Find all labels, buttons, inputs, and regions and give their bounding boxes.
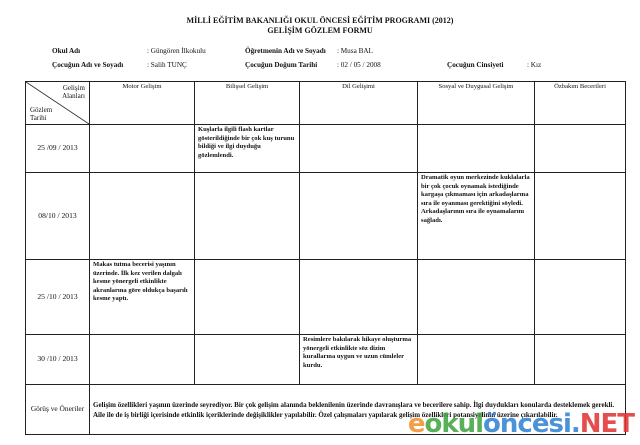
table-row — [26, 260, 626, 335]
observation-date: 30 /10 / 2013 — [26, 335, 90, 385]
note-motor — [90, 335, 195, 385]
note-bilissel — [195, 335, 300, 385]
child-label: Çocuğun Adı ve Soyadı — [52, 61, 124, 69]
col-header-sosyal: Sosyal ve Duygusal Gelişim — [418, 82, 535, 125]
note-motor: Makas tutma becerisi yaşının üzerinde. İlk kez verilen dalgalı kesme yönergeli etkinlikte akranlarına göre oldukça başarılı kesme yaptı. — [90, 260, 195, 335]
table-row — [26, 173, 626, 260]
observation-date: 25 /09 / 2013 — [26, 125, 90, 173]
col-header-bilissel: Bilişsel Gelişim — [195, 82, 300, 125]
col-header-dil: Dil Gelişimi — [300, 82, 418, 125]
child-value: : Salih TUNÇ — [147, 61, 187, 69]
gender-value: : Kız — [527, 61, 542, 69]
corner-top-label: Gelişim Alanları — [62, 84, 85, 100]
note-bilissel: Kuşlarla ilgili flash kartlar gösterildiğinde bir çok kuş turunu bildiği ve ilgi duyduğu gözlemlendi. — [195, 125, 300, 173]
table-row — [26, 335, 626, 385]
site-watermark-logo: eokulöncesi.NET — [407, 409, 634, 439]
gender-label: Çocuğun Cinsiyeti — [447, 61, 504, 69]
corner-bottom-label: Gözlem Tarihi — [30, 106, 53, 122]
note-dil — [300, 260, 418, 335]
teacher-label: Öğretmenin Adı ve Soyadı — [245, 47, 326, 55]
birth-label: Çocuğun Doğum Tarihi — [245, 61, 318, 69]
observation-table — [25, 81, 626, 435]
evaluation-text: Gelişim özellikleri yaşının üzerinde seyrediyor. Bir çok gelişim alanında beklenilenin üzerinde davranışlara ve becerilere sahip. İlgi duydukları konularda desteklemek gerekli. Aile ile de iş birliği içerisinde etkinlik içeriklerinde değişiklikler yapılabilir. Özel çalışmaları yapılarak gelişim özellikleri potansiyelinin üzerine çıkarılabilir. — [90, 385, 626, 435]
note-ozbakim — [535, 335, 626, 385]
observation-date: 08/10 / 2013 — [26, 173, 90, 260]
col-header-ozbakim: Özbakım Becerileri — [535, 82, 626, 125]
form-subtitle: GELİŞİM GÖZLEM FORMU — [267, 26, 373, 35]
col-header-motor: Motor Gelişim — [90, 82, 195, 125]
corner-cell — [26, 82, 90, 125]
note-bilissel — [195, 260, 300, 335]
note-ozbakim — [535, 260, 626, 335]
note-sosyal — [418, 125, 535, 173]
observation-date: 25 /10 / 2013 — [26, 260, 90, 335]
note-dil — [300, 173, 418, 260]
note-motor — [90, 125, 195, 173]
evaluation-label: Görüş ve Öneriler — [26, 385, 90, 435]
note-ozbakim — [535, 173, 626, 260]
note-sosyal: Dramatik oyun merkezinde kuklalarla bir çok çocuk oynamak istediğinde kargaşa çıkmaması için arkadaşlarına sıra ile oyanması gerektiğini söyledi. Arkadaşlarının sıra ile oynamalarını sağladı. — [418, 173, 535, 260]
teacher-value: : Musa BAL — [337, 47, 373, 55]
note-dil: Resimlere bakılarak hikaye oluşturma yönergeli etkinlikte söz dizim kurallarına uygun ve uzun cümleler kurdu. — [300, 335, 418, 385]
note-dil — [300, 125, 418, 173]
note-sosyal — [418, 335, 535, 385]
school-label: Okul Adı — [52, 47, 81, 55]
note-motor — [90, 173, 195, 260]
note-sosyal — [418, 260, 535, 335]
note-bilissel — [195, 173, 300, 260]
table-row — [26, 125, 626, 173]
header-row — [26, 82, 626, 125]
birth-value: : 02 / 05 / 2008 — [337, 61, 381, 69]
school-value: : Güngören İlkokulu — [147, 47, 206, 55]
form-title: MİLLİ EĞİTİM BAKANLIĞI OKUL ÖNCESİ EĞİTİM PROGRAMI (2012) — [186, 16, 454, 25]
note-ozbakim — [535, 125, 626, 173]
